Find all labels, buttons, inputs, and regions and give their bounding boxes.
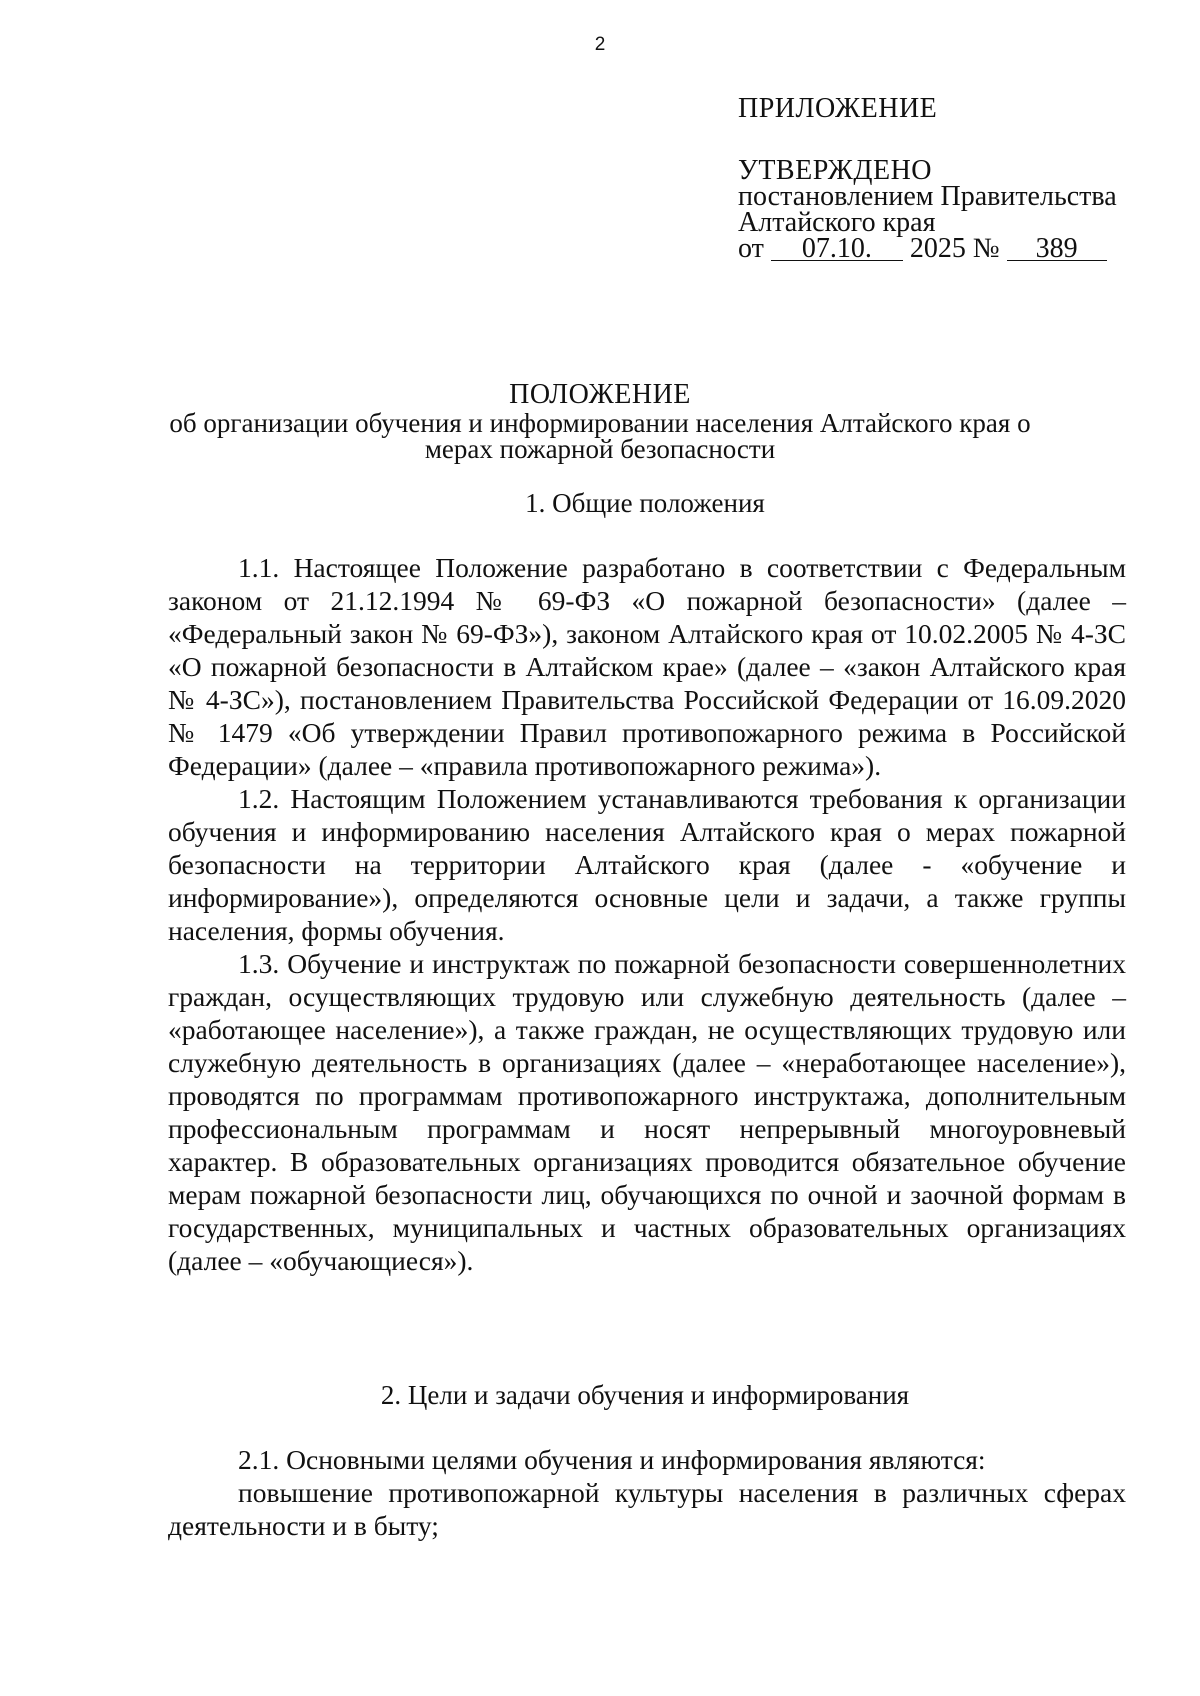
paragraph-2-1-item: повышение противопожарной культуры населения в различных сферах деятельности и в быту; (168, 1477, 1126, 1541)
paragraph-1-1: 1.1. Настоящее Положение разработано в соответствии с Федеральным законом от 21.12.1994 № 69-ФЗ «О пожарной безопасности» (далее – «Федеральный закон № 69-ФЗ»), законом Алтайского края от 10.02.2005 № 4-ЗС «О пожарной безопасности в Алтайском крае» (далее – «закон Алтайского края № 4-ЗС»), постановлением Правительства Российской Федерации от 16.09.2020 № 1479 «Об утверждении Правил противопожарного режима в Российской Федерации» (далее – «правила противопожарного режима»). (168, 552, 1126, 781)
document-subtitle-line-2: мерах пожарной безопасности (424, 434, 776, 464)
approval-line-2: Алтайского края (738, 207, 936, 238)
appendix-label: ПРИЛОЖЕНИЕ (738, 93, 938, 124)
paragraph-2-1: 2.1. Основными целями обучения и информирования являются: (238, 1444, 986, 1475)
section-2-body (168, 1443, 1126, 1542)
year-number-label: 2025 № (909, 233, 1000, 264)
approval-date-line (738, 233, 1138, 264)
paragraph-1-3: 1.3. Обучение и инструктаж по пожарной безопасности совершеннолетних граждан, осуществляющих трудовую или служебную деятельность (далее – «работающее население»), а также граждан, не осуществляющих трудовую или служебную деятельность в организациях (далее – «неработающее население»), проводятся по программам противопожарного инструктажа, дополнительным профессиональным программам и носят непрерывный многоуровневый характер. В образовательных организациях проводится обязательное обучение мерам пожарной безопасности лиц, обучающихся по очной и заочной формам в государственных, муниципальных и частных образовательных организациях (далее – «обучающиеся»). (168, 948, 1126, 1276)
document-number-field: 389 (1007, 238, 1107, 261)
paragraph-1-2: 1.2. Настоящим Положением устанавливаются требования к организации обучения и информированию населения Алтайского края о мерах пожарной безопасности на территории Алтайского края (далее - «обучение и информирование»), определяются основные цели и задачи, а также группы населения, формы обучения. (168, 783, 1126, 946)
document-title: ПОЛОЖЕНИЕ (509, 379, 691, 410)
page-number: 2 (594, 34, 606, 55)
section-2-heading: 2. Цели и задачи обучения и информирования (380, 1380, 910, 1410)
section-1-body (168, 551, 1126, 1277)
document-subtitle-line-1: об организации обучения и информировании населения Алтайского края о (169, 408, 1031, 438)
section-1-heading: 1. Общие положения (525, 488, 765, 518)
document-title-block (0, 380, 1200, 462)
date-field: 07.10. (771, 238, 903, 261)
approval-line-1: постановлением Правительства (738, 181, 1117, 212)
approval-block (738, 93, 1138, 264)
approved-label: УТВЕРЖДЕНО (738, 155, 933, 186)
date-prefix: от (738, 233, 764, 264)
